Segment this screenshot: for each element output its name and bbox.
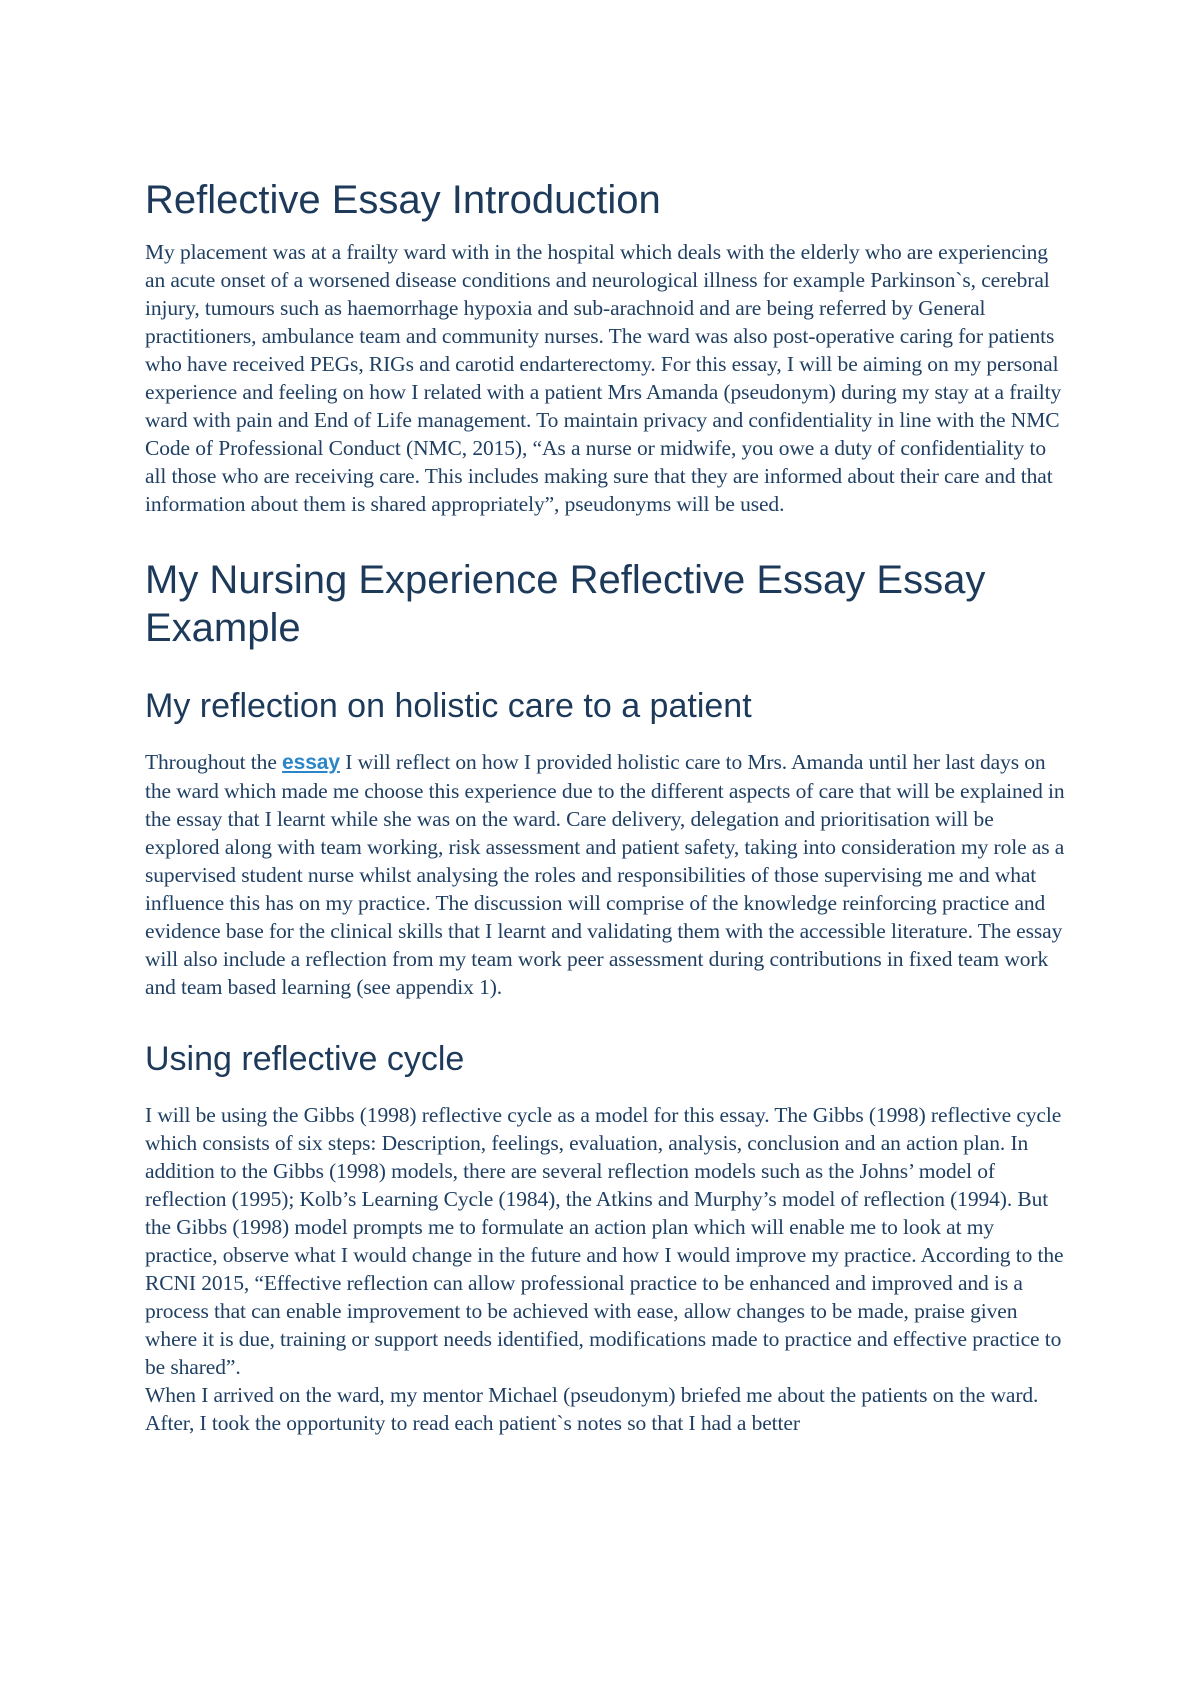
holistic-para-rest: I will reflect on how I provided holistic care to Mrs. Amanda until her last days on the ward which made me choose this experience due to the different aspects of care that will be explained in the essay that I learnt while she was on the ward. Care delivery, delegation and prioritisation will be explored along with team working, risk assessment and patient safety, taking into consideration my role as a supervised student nurse whilst analysing the roles and responsibilities of those supervising me and what influence this has on my practice. The discussion will comprise of the knowledge reinforcing practice and evidence base for the clinical skills that I learnt and validating them with the accessible literature. The essay will also include a reflection from my team work peer assessment during contributions in fixed team work and team based learning (see appendix 1). [145,750,1065,999]
reflective-cycle-paragraph: I will be using the Gibbs (1998) reflective cycle as a model for this essay. The Gibbs (1998) reflective cycle which consists of six steps: Description, feelings, evaluation, analysis, conclusion and an action plan. In addition to the Gibbs (1998) models, there are several reflection models such as the Johns’ model of reflection (1995); Kolb’s Learning Cycle (1984), the Atkins and Murphy’s model of reflection (1994). But the Gibbs (1998) model prompts me to formulate an action plan which will enable me to look at my practice, observe what I would change in the future and how I would improve my practice. According to the RCNI 2015, “Effective reflection can allow professional practice to be enhanced and improved and is a process that can enable improvement to be achieved with ease, allow changes to be made, praise given where it is due, training or support needs identified, modifications made to practice and effective practice to be shared”. [145,1103,1064,1379]
ward-arrival-paragraph: When I arrived on the ward, my mentor Michael (pseudonym) briefed me about the patients on the ward. After, I took the opportunity to read each patient`s notes so that I had a better [145,1383,1039,1435]
reflective-cycle-heading: Using reflective cycle [145,1040,465,1078]
intro-heading: Reflective Essay Introduction [145,178,661,222]
document-page [145,176,1065,1437]
page-title: My Nursing Experience Reflective Essay Essay Example [145,558,986,650]
holistic-care-paragraph [145,748,1065,1001]
holistic-care-heading: My reflection on holistic care to a patient [145,687,752,725]
intro-paragraph: My placement was at a frailty ward with in the hospital which deals with the elderly who are experiencing an acute onset of a worsened disease conditions and neurological illness for example Parkinson`s, cerebral injury, tumours such as haemorrhage hypoxia and sub-arachnoid and are being referred by General practitioners, ambulance team and community nurses. The ward was also post-operative caring for patients who have received PEGs, RIGs and carotid endarterectomy. For this essay, I will be aiming on my personal experience and feeling on how I related with a patient Mrs Amanda (pseudonym) during my stay at a frailty ward with pain and End of Life management. To maintain privacy and confidentiality in line with the NMC Code of Professional Conduct (NMC, 2015), “As a nurse or midwife, you owe a duty of confidentiality to all those who are receiving care. This includes making sure that they are informed about their care and that information about them is shared appropriately”, pseudonyms will be used. [145,240,1062,516]
essay-link[interactable]: essay [282,751,340,774]
holistic-para-start: Throughout the [145,750,283,774]
